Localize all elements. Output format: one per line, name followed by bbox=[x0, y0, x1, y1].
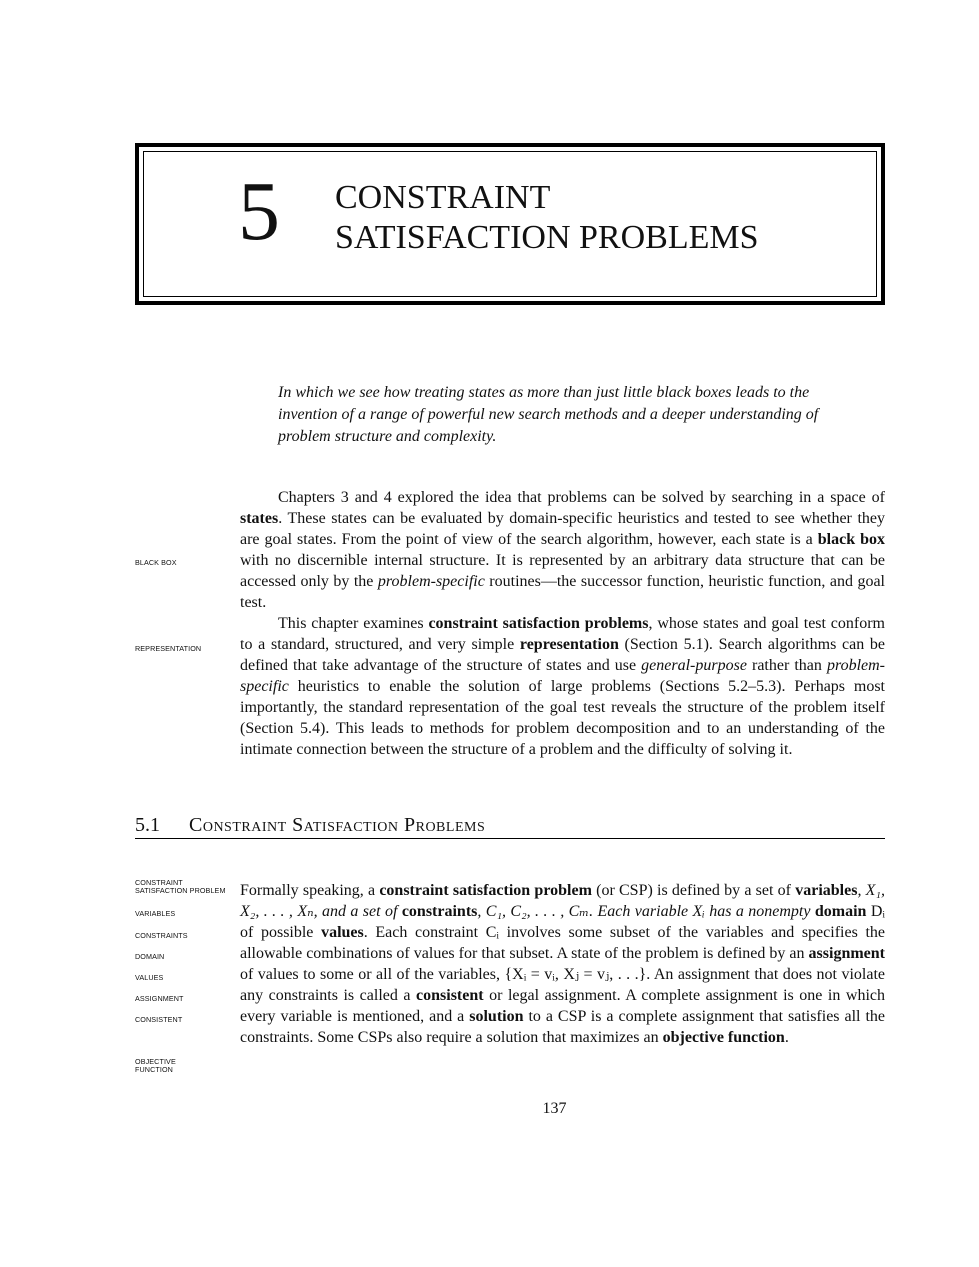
chapter-number: 5 bbox=[238, 165, 280, 258]
margin-note-representation: REPRESENTATION bbox=[135, 644, 202, 653]
section-title: Constraint Satisfaction Problems bbox=[189, 814, 486, 836]
emphasis-problem-specific: problem-specific bbox=[240, 657, 885, 695]
term-domain: domain bbox=[814, 903, 867, 920]
margin-note-variables: VARIABLES bbox=[135, 909, 176, 918]
text-run: with no discernible internal structure. It is represented by an arbitrary data structure that can be accessed only by the bbox=[240, 552, 885, 590]
term-representation: representation bbox=[519, 636, 619, 653]
chapter-epigraph: In which we see how treating states as more than just little black boxes leads to the invention of a range of powerful new search methods and a deeper understanding of problem structure and complexity. bbox=[278, 384, 819, 445]
term-solution: solution bbox=[469, 1008, 524, 1025]
text-run: or legal assignment. A complete assignment is one in which every variable is mentioned, and a bbox=[240, 987, 886, 1025]
intro-paragraph-1 bbox=[240, 487, 885, 613]
term-constraint-satisfaction-problems: constraint satisfaction problems bbox=[428, 615, 649, 632]
text-run: (or CSP) is defined by a set of bbox=[591, 882, 796, 899]
text-run: rather than bbox=[746, 657, 827, 674]
text-run: to a CSP is a complete assignment that satisfies all the constraints. Some CSPs also require a solution that maximizes an bbox=[240, 1008, 886, 1046]
text-run: Formally speaking, a bbox=[240, 882, 380, 899]
text-run: routines—the successor function, heuristic function, and goal test. bbox=[240, 573, 885, 611]
emphasis-general-purpose: general-purpose bbox=[641, 657, 747, 674]
margin-note-values: VALUES bbox=[135, 973, 164, 982]
margin-note-csp: CONSTRAINT SATISFACTION PROBLEM bbox=[135, 878, 226, 895]
term-constraint-satisfaction-problem: constraint satisfaction problem bbox=[379, 882, 592, 899]
text-run: This chapter examines bbox=[278, 615, 429, 632]
text-run: Chapters 3 and 4 explored the idea that problems can be solved by searching in a space of bbox=[278, 489, 885, 506]
term-constraints: constraints bbox=[401, 903, 478, 920]
term-variables: variables bbox=[795, 882, 858, 899]
math-variables-list: , X₁, X₂, . . . , Xₙ, and a set of bbox=[240, 882, 885, 920]
term-objective-function: objective function bbox=[662, 1029, 785, 1046]
term-black-box: black box bbox=[817, 531, 885, 548]
text-run: , whose states and goal test conform to a standard, structured, and very simple bbox=[240, 615, 886, 653]
term-consistent: consistent bbox=[416, 987, 484, 1004]
intro-text bbox=[240, 487, 885, 760]
emphasis-problem-specific: problem-specific bbox=[377, 573, 485, 590]
section-number: 5.1 bbox=[135, 814, 160, 836]
text-run: . These states can be evaluated by domain-specific heuristics and tested to see whether they are goal states. From the point of view of the search algorithm, however, each state is a bbox=[240, 510, 885, 548]
chapter-title-line-2: SATISFACTION PROBLEMS bbox=[335, 219, 759, 256]
term-states: states bbox=[240, 510, 279, 527]
margin-note-constraints: CONSTRAINTS bbox=[135, 931, 188, 940]
text-run: of values to some or all of the variables, {Xᵢ = vᵢ, Xⱼ = vⱼ, . . .}. An assignment that does not violate any constraints is called a bbox=[240, 966, 885, 1004]
section-paragraph-1 bbox=[240, 880, 885, 1048]
term-values: values bbox=[321, 924, 364, 941]
term-assignment: assignment bbox=[808, 945, 885, 962]
margin-note-domain: DOMAIN bbox=[135, 952, 165, 961]
margin-note-consistent: CONSISTENT bbox=[135, 1015, 183, 1024]
chapter-title-line-1: CONSTRAINT bbox=[335, 179, 551, 216]
section-text bbox=[240, 880, 885, 1048]
margin-note-black-box: BLACK BOX bbox=[135, 558, 177, 567]
text-run: (Section 5.1). Search algorithms can be defined that take advantage of the structure of states and use bbox=[240, 636, 886, 674]
intro-paragraph-2 bbox=[240, 613, 885, 760]
margin-note-objective-function: OBJECTIVE FUNCTION bbox=[135, 1057, 176, 1074]
text-run: . Each constraint Cᵢ involves some subset of the variables and specifies the allowable combinations of values for that subset. A state of the problem is defined by an bbox=[240, 924, 885, 962]
margin-note-assignment: ASSIGNMENT bbox=[135, 994, 184, 1003]
text-run: . bbox=[784, 1029, 789, 1046]
text-run: Dᵢ of possible bbox=[240, 903, 886, 941]
math-constraints-list: , C₁, C₂, . . . , Cₘ. Each variable Xᵢ has a nonempty bbox=[477, 903, 815, 920]
page-number: 137 bbox=[542, 1100, 567, 1117]
text-run: heuristics to enable the solution of large problems (Sections 5.2–5.3). Perhaps most importantly, the standard representation of the goal test reveals the structure of the problem itself (Section 5.4). This leads to methods for problem decomposition and to an understanding of the intimate connection between the structure of a problem and the difficulty of solving it. bbox=[240, 678, 885, 758]
chapter-title bbox=[335, 178, 759, 258]
section-heading bbox=[135, 812, 885, 839]
